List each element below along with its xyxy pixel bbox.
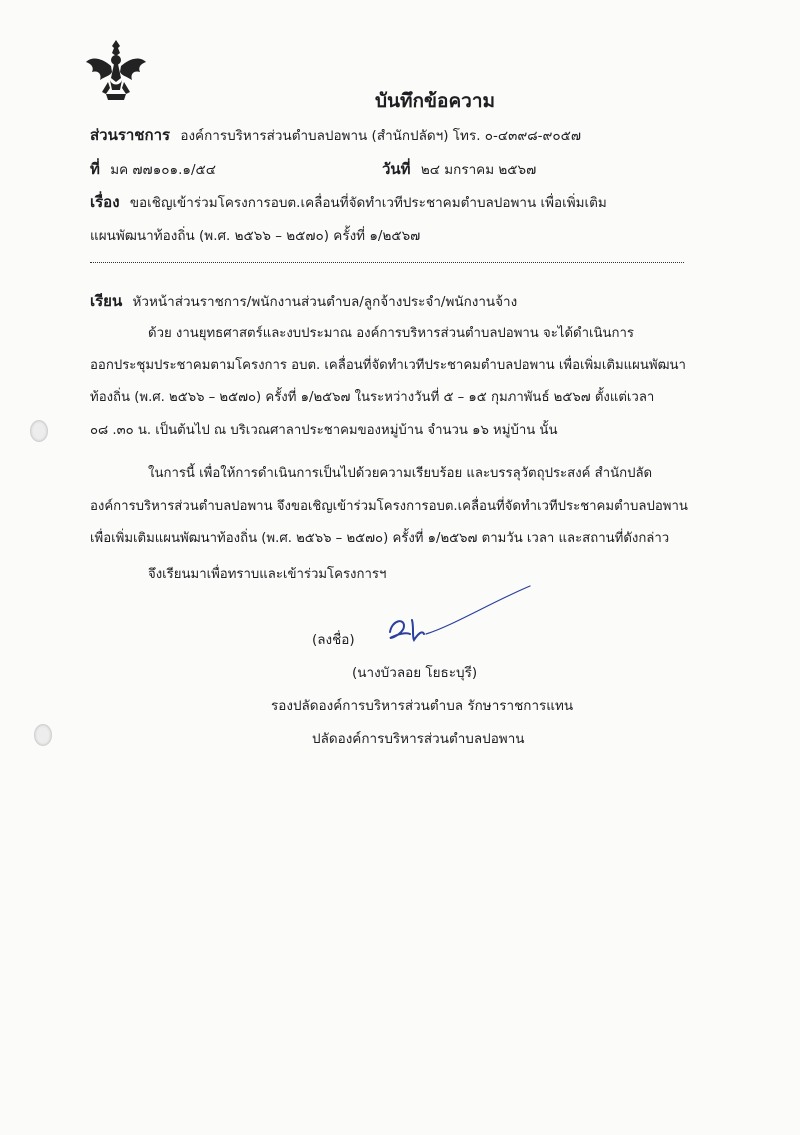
memo-title: บันทึกข้อความ [374,90,496,112]
signer-position-line-2: ปลัดองค์การบริหารส่วนตำบลปอพาน [312,731,525,747]
paragraph-2-line-3: เพื่อเพิ่มเติมแผนพัฒนาท้องถิ่น (พ.ศ. ๒๕๖๖ – ๒๕๗๐) ครั้งที่ ๑/๒๕๖๗ ตามวัน เวลา และสถานที่ดังกล่าว [90,531,670,546]
addressee-value: หัวหน้าส่วนราชการ/พนักงานส่วนตำบล/ลูกจ้างประจำ/พนักงานจ้าง [132,294,518,310]
sign-label: (ลงชื่อ) [312,632,355,648]
paragraph-1-line-2: ออกประชุมประชาคมตามโครงการ อบต. เคลื่อนที่จัดทำเวทีประชาคมตำบลปอพาน เพื่อเพิ่มเติมแผนพัฒนา [90,358,686,373]
paragraph-2-line-1: ในการนี้ เพื่อให้การดำเนินการเป็นไปด้วยความเรียบร้อย และบรรลุวัตถุประสงค์ สำนักปลัด [148,466,653,481]
subject-line-2: แผนพัฒนาท้องถิ่น (พ.ศ. ๒๕๖๖ – ๒๕๗๐) ครั้งที่ ๑/๒๕๖๗ [90,228,421,244]
subject-line-1: ขอเชิญเข้าร่วมโครงการอบต.เคลื่อนที่จัดทำเวทีประชาคมตำบลปอพาน เพื่อเพิ่มเติม [129,195,607,211]
reference-value: มค ๗๗๑๐๑.๑/๕๔ [110,162,216,178]
closing-line: จึงเรียนมาเพื่อทราบและเข้าร่วมโครงการฯ [148,567,387,582]
addressee-label: เรียน [90,292,123,310]
reference-row [90,157,216,181]
signer-name: (นางบัวลอย โยธะบุรี) [352,665,478,681]
subject-label: เรื่อง [90,193,120,211]
signer-position-line-1: รองปลัดองค์การบริหารส่วนตำบล รักษาราชการแทน [271,698,574,714]
punch-hole [34,724,52,746]
paragraph-1-line-1: ด้วย งานยุทธศาสตร์และงบประมาณ องค์การบริหารส่วนตำบลปอพาน จะได้ดำเนินการ [148,326,634,341]
date-value: ๒๔ มกราคม ๒๕๖๗ [420,162,537,178]
handwritten-signature [382,582,532,652]
department-row [90,123,581,147]
reference-label: ที่ [90,160,100,178]
date-label: วันที่ [382,160,411,178]
department-label: ส่วนราชการ [90,126,171,144]
paragraph-2-line-2: องค์การบริหารส่วนตำบลปอพาน จึงขอเชิญเข้าร่วมโครงการอบต.เคลื่อนที่จัดทำเวทีประชาคมตำบลปอพาน [90,499,688,514]
punch-hole [30,420,48,442]
paragraph-1-line-3: ท้องถิ่น (พ.ศ. ๒๕๖๖ – ๒๕๗๐) ครั้งที่ ๑/๒๕๖๗ ในระหว่างวันที่ ๕ – ๑๕ กุมภาพันธ์ ๒๕๖๗ ตั้งแต่เวลา [90,390,655,405]
subject-row [90,190,607,214]
separator-dotted-line [90,262,684,263]
paragraph-1-line-4: ๐๘ .๓๐ น. เป็นต้นไป ณ บริเวณศาลาประชาคมของหมู่บ้าน จำนวน ๑๖ หมู่บ้าน นั้น [90,423,558,438]
department-value: องค์การบริหารส่วนตำบลปอพาน (สำนักปลัดฯ) โทร. ๐-๔๓๙๘-๙๐๕๗ [180,128,582,144]
addressee-row [90,289,517,313]
date-row [382,157,536,181]
